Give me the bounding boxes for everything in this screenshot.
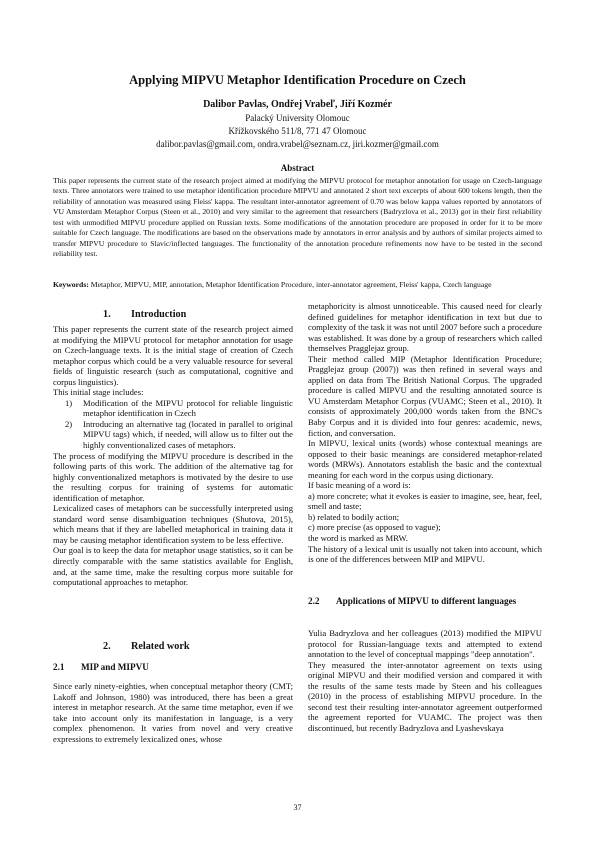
list xyxy=(53,398,293,451)
applications-body xyxy=(308,628,542,733)
paragraph: They measured the inter-annotator agreement on texts using original MIPVU and their modified version and compared it with the results of the same tests made by Steen and his colleagues (2010) in the process of establishing MIPVU procedure. In the second test their resulting inter-annotator agreement outperformed the agreement reported for VUAMC. The project was then discontinued, but recently Badryzlova and Lyashevskaya xyxy=(308,659,542,733)
page-number: 37 xyxy=(293,803,302,812)
paragraph: This initial stage includes: xyxy=(53,387,144,398)
keywords xyxy=(53,280,542,291)
paragraph: b) related to bodily action; xyxy=(308,511,400,522)
section-heading-introduction: 1. Introduction xyxy=(103,309,187,320)
paper-authors: Dalibor Pavlas, Ondřej Vrabeľ, Jiří Kozmér xyxy=(203,99,392,110)
paragraph: c) more precise (as opposed to vague); xyxy=(308,522,441,533)
mip-body xyxy=(53,681,293,744)
paragraph: Since early ninety-eighties, when conceptual metaphor theory (CMT; Lakoff and Johnson, 1980) was introduced, there has been a great interest in metaphor research. At the same time metaphor, even if we take into account only its manifestation in language, is a very complex phenomenon. It varies from novel and very creative expressions to extremely lexicalized ones, whose xyxy=(53,681,293,744)
introduction-body xyxy=(53,324,293,588)
paragraph: This paper represents the current state of the research project aimed at modifying the MIPVU protocol for metaphor annotation for usage on Czech-language texts. It is the initial stage of creation of Czech metaphor corpus which could be a very valuable resource for several fields of linguistic research (such as computational, cognitive and corpus linguistics). xyxy=(53,324,293,387)
paragraph: The history of a lexical unit is usually not taken into account, which is one of the differences between MIP and MIPVU. xyxy=(308,543,542,565)
subsection-heading-applications: 2.2 Applications of MIPVU to different languages xyxy=(308,596,517,606)
subsection-heading-mip: 2.1 MIP and MIPVU xyxy=(53,662,149,672)
paragraph: If basic meaning of a word is: xyxy=(308,480,411,491)
paragraph: Lexicalized cases of metaphors can be successfully interpreted using standard word sense disambiguation techniques (Shutova, 2015), which means that if they are labelled metaphorical in training data it may be causing metaphor identification system to be less effective. xyxy=(53,503,293,545)
author-emails: dalibor.pavlas@gmail.com, ondra.vrabel@seznam.cz, jiri.kozmer@gmail.com xyxy=(156,139,439,149)
paragraph: Yulia Badryzlova and her colleagues (2013) modified the MIPVU protocol for Russian-language texts and attempted to extend annotation to the level of conceptual mappings "deep annotation". xyxy=(308,628,542,660)
affiliation-university: Palacký University Olomouc xyxy=(245,113,350,123)
abstract-heading: Abstract xyxy=(280,163,315,173)
paragraph: Our goal is to keep the data for metaphor usage statistics, so it can be directly comparable with the same statistics available for English, and, at the same time, make the resulting corpus more suitable for computational approaches to metaphor. xyxy=(53,545,293,588)
affiliation-address: Křížkovského 511/8, 771 47 Olomouc xyxy=(228,126,367,136)
list-item: 1) Modification of the MIPVU protocol for reliable linguistic metaphor identification in Czech xyxy=(65,397,293,419)
list-item: 2) Introducing an alternative tag (located in parallel to original MIPVU tags) which, if needed, will allow us to filter out the highly conventionalized cases of metaphors. xyxy=(65,418,293,451)
paragraph: In MIPVU, lexical units (words) whose contextual meanings are opposed to their basic meanings are considered metaphor-related words (MRWs). Annotators establish the basic and the contextual meaning for each word in the corpus using dictionary. xyxy=(308,438,542,480)
paper-title: Applying MIPVU Metaphor Identification Procedure on Czech xyxy=(129,73,466,87)
paragraph: The process of modifying the MIPVU procedure is described in the following parts of this work. The addition of the alternative tag for highly conventionalized metaphors is motivated by the desire to use the resulting corpus for training of systems for automatic identification of metaphor. xyxy=(53,450,293,503)
keywords-label: Keywords: xyxy=(53,280,89,289)
paragraph: metaphoricity is almost unnoticeable. This caused need for clearly defined guidelines for metaphor identification in text but due to complexity of the task it was not until 2007 before such a procedure was established. It was done by a group of researchers which called themselves Pragglejaz group. xyxy=(308,301,542,354)
paragraph: the word is marked as MRW. xyxy=(308,533,408,544)
keywords-list: Metaphor, MIPVU, MIP, annotation, Metaphor Identification Procedure, inter-annotator agreement, Fleiss' kappa, Czech language xyxy=(90,280,492,289)
abstract-text: This paper represents the current state of the research project aimed at modifying the MIPVU protocol for metaphor annotation for usage on Czech-language texts. Three annotators were trained to use metaphor identification procedure MIPVU and annotated 2 short text excerpts of about 600 tokens length, then the reliability of annotation was measured using Fleiss' kappa. The resultant inter-annotator agreement of 0.70 was below kappa values reported by annotators of VU Amsterdam Metaphor Corpus (Steen et al., 2010) and very similar to the agreement that researchers (Badryzlova et al., 2013) got in their first reliability test with unmodified MIPVU procedure applied on Russian texts. Some modifications of the annotation procedure are proposed in order for it to be more suitable for Czech language. The modifications are based on the observations made by annotators in error analysis and by authors of similar projects aimed to transfer MIPVU procedure to Slavic/inflected languages. The functionality of the annotation procedure refinements now have to be tested in the second reliability test. xyxy=(53,176,542,259)
mip-continued-body xyxy=(308,301,542,565)
section-heading-related-work: 2. Related work xyxy=(103,641,190,652)
paragraph: Their method called MIP (Metaphor Identification Procedure; Pragglejaz group (2007)) was then refined in several ways and applied on data from The British National Corpus. The upgraded procedure is called MIPVU and the resulting annotated source is VU Amsterdam Metaphor Corpus (VUAMC; Steen et al., 2010). It consists of approximately 200,000 words taken from the BNC's Baby Corpus and it is divided into four genres: academic, news, fiction, and conversation. xyxy=(308,353,542,438)
paragraph: a) more concrete; what it evokes is easier to imagine, see, hear, feel, smell and taste; xyxy=(308,490,542,512)
